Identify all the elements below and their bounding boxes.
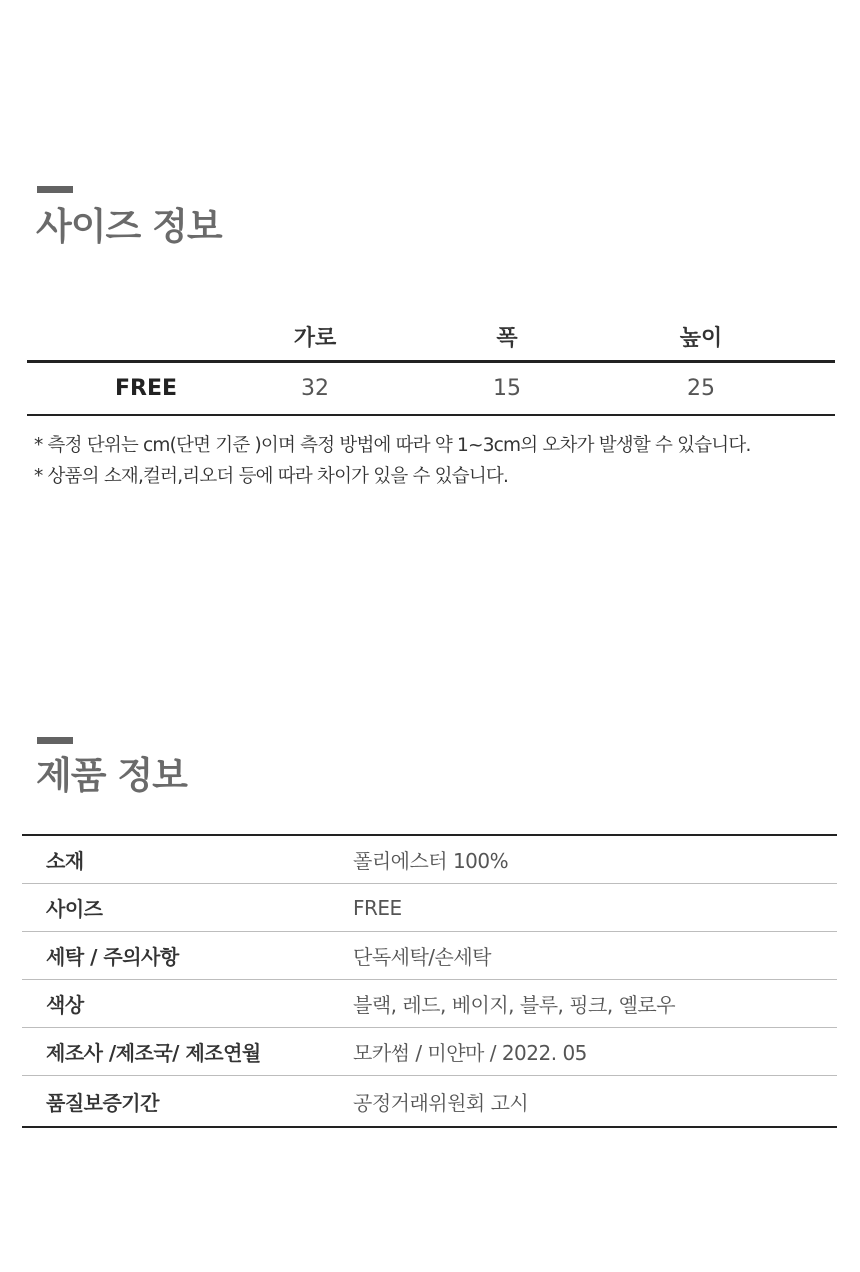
product-row-value: 단독세탁/손세탁 bbox=[353, 945, 491, 969]
product-row-manufacturer bbox=[22, 1028, 837, 1076]
product-row-label: 사이즈 bbox=[46, 897, 103, 921]
product-section-title: 제품 정보 bbox=[36, 754, 187, 797]
product-row-label: 세탁 / 주의사항 bbox=[46, 945, 179, 969]
size-table-header bbox=[27, 313, 835, 363]
product-row-label: 품질보증기간 bbox=[46, 1090, 159, 1115]
product-row-value: 모카썸 / 미얀마 / 2022. 05 bbox=[353, 1041, 587, 1065]
product-row-value: FREE bbox=[353, 895, 402, 920]
variation-note: * 상품의 소재,컬러,리오더 등에 따라 차이가 있을 수 있습니다. bbox=[34, 466, 509, 487]
product-row-size bbox=[22, 884, 837, 932]
product-row-warranty bbox=[22, 1076, 837, 1126]
size-table bbox=[27, 313, 835, 416]
product-info-table bbox=[22, 834, 837, 1128]
size-row-depth: 15 bbox=[493, 376, 521, 401]
size-header-depth: 폭 bbox=[496, 326, 518, 351]
size-row-width: 32 bbox=[301, 376, 329, 401]
size-section-accent-bar bbox=[37, 186, 73, 193]
size-notes bbox=[34, 430, 834, 492]
size-header-height: 높이 bbox=[679, 326, 723, 351]
product-row-label: 제조사 /제조국/ 제조연월 bbox=[46, 1041, 261, 1065]
product-row-label: 색상 bbox=[46, 993, 84, 1017]
product-row-washing bbox=[22, 932, 837, 980]
product-row-value: 폴리에스터 100% bbox=[353, 849, 509, 873]
product-row-label: 소재 bbox=[46, 849, 84, 873]
size-header-width: 가로 bbox=[293, 326, 337, 351]
product-row-material bbox=[22, 836, 837, 884]
size-section-title: 사이즈 정보 bbox=[36, 205, 222, 248]
product-row-colors bbox=[22, 980, 837, 1028]
size-row-height: 25 bbox=[687, 376, 715, 401]
product-row-value: 블랙, 레드, 베이지, 블루, 핑크, 옐로우 bbox=[353, 993, 676, 1017]
size-row-label: FREE bbox=[114, 376, 178, 401]
product-row-value: 공정거래위원회 고시 bbox=[353, 1090, 529, 1115]
size-table-row bbox=[27, 363, 835, 416]
product-section-accent-bar bbox=[37, 737, 73, 744]
measurement-note: * 측정 단위는 cm(단면 기준 )이며 측정 방법에 따라 약 1~3cm의 오차가 발생할 수 있습니다. bbox=[34, 435, 751, 456]
